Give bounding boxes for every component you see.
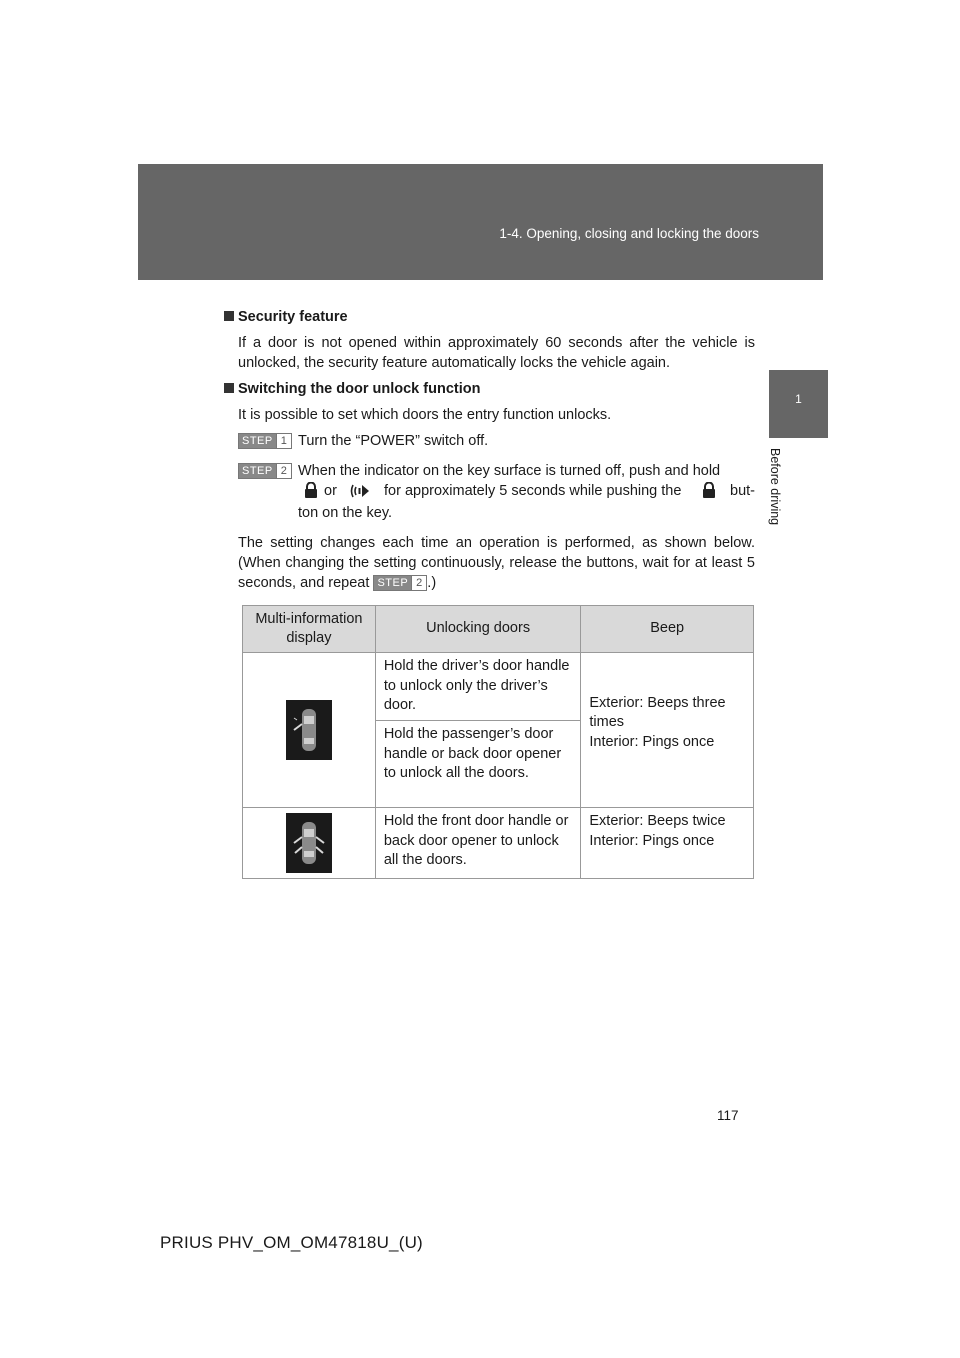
- display-image-cell: [243, 653, 376, 808]
- chapter-label-wrap: [768, 448, 792, 558]
- step-text-line: ton on the key.: [298, 505, 393, 521]
- paragraph: If a door is not opened within approximately 60 seconds after the vehicle is unlocked, the security feature automatically locks the vehicle again.: [238, 335, 755, 371]
- unlock-cell: Hold the front door handle or back door opener to unlock all the doors.: [375, 808, 581, 879]
- column-header: Beep: [581, 606, 754, 653]
- step-text: Turn the “POWER” switch off.: [298, 433, 489, 449]
- chapter-number: 1: [795, 392, 802, 406]
- table-row: [243, 808, 754, 879]
- header-band: [138, 164, 823, 280]
- chapter-tab: [769, 370, 828, 438]
- heading-text: Security feature: [238, 309, 348, 325]
- page-number: 117: [717, 1108, 739, 1123]
- unlock-settings-table: [242, 605, 754, 879]
- column-header: Unlocking doors: [375, 606, 581, 653]
- paragraph: It is possible to set which doors the entry function unlocks.: [238, 407, 612, 423]
- paragraph: The setting changes each time an operation is performed, as shown below. (When changing the setting continuously, release the buttons, wait for at least 5 seconds, and repeat STEP 2 .): [238, 535, 755, 591]
- step-2: [238, 461, 755, 527]
- table-header-row: [243, 606, 754, 653]
- car-all-doors-open-icon: [286, 813, 332, 873]
- lock-icon: [702, 482, 716, 505]
- square-bullet-icon: [224, 311, 234, 321]
- step-1: [238, 431, 755, 457]
- beep-cell: Exterior: Beeps three times Interior: Pings once: [581, 653, 754, 808]
- section-title: 1-4. Opening, closing and locking the doors: [499, 226, 759, 241]
- step-text-line: When the indicator on the key surface is turned off, push and hold: [298, 463, 721, 479]
- main-content: [224, 307, 755, 593]
- square-bullet-icon: [224, 383, 234, 393]
- column-header: Multi-information display: [243, 606, 376, 653]
- unlock-cell: Hold the driver’s door handle to unlock only the driver’s door.: [375, 653, 581, 721]
- section-heading: [224, 307, 755, 327]
- or-text: or: [324, 483, 337, 499]
- car-driver-door-open-icon: [286, 700, 332, 760]
- step-badge: STEP 2: [373, 575, 427, 591]
- section-heading: [224, 379, 755, 399]
- chapter-label: Before driving: [768, 448, 782, 526]
- step-text-line: for approximately 5 seconds while pushing the: [384, 483, 682, 499]
- heading-text: Switching the door unlock function: [238, 381, 481, 397]
- step-text: [298, 461, 755, 523]
- display-image-cell: [243, 808, 376, 879]
- step-badge: STEP 2: [238, 463, 292, 479]
- step-text-line: but-: [730, 483, 755, 499]
- document-footer: PRIUS PHV_OM_OM47818U_(U): [160, 1233, 423, 1252]
- wireless-door-icon: [350, 483, 370, 505]
- unlock-cell: Hold the passenger’s door handle or back door opener to unlock all the doors.: [375, 721, 581, 808]
- table-row: [243, 653, 754, 721]
- beep-cell: Exterior: Beeps twice Interior: Pings once: [581, 808, 754, 879]
- lock-icon: [304, 482, 318, 505]
- step-badge: STEP 1: [238, 433, 292, 449]
